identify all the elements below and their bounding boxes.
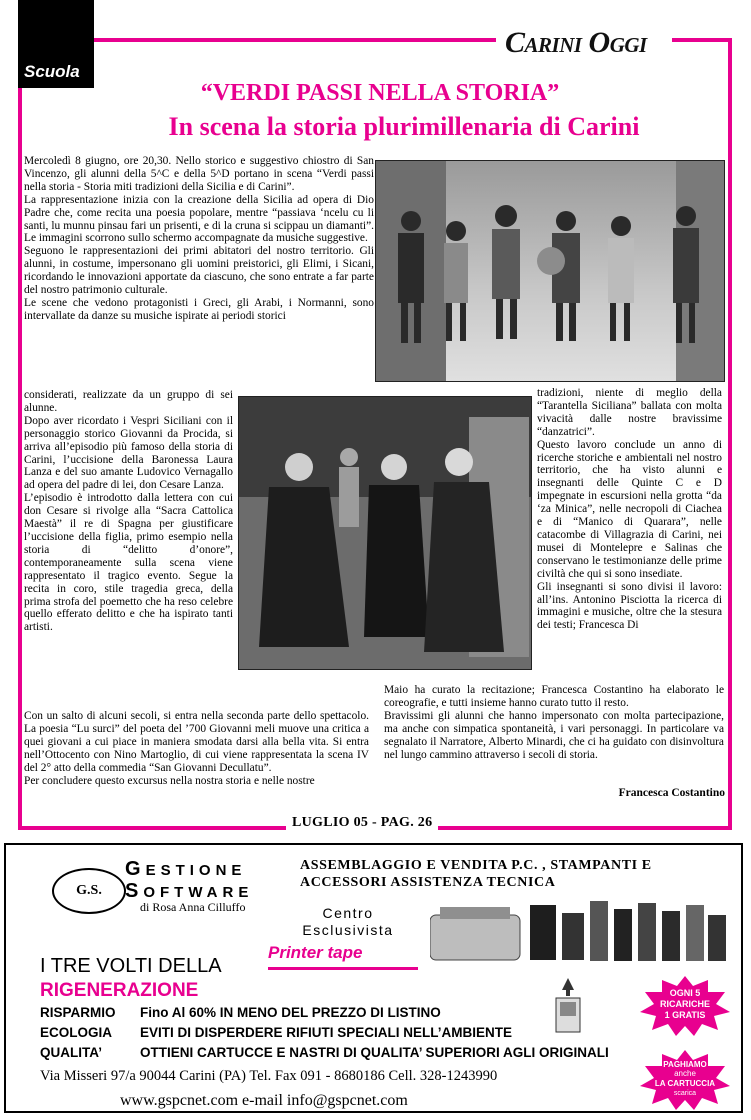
paragraph: L’episodio è introdotto dalla lettera con cui don Cesare si rivolge alla “Sacra Cattolica Maestà” il re di Spagna per giustificare l’uccisione della figlia, primo esempio nella storia di “delitto d’onore”, contemporaneamente sulla scena viene rappresentato il tragico evento. Segue la recita in coro, stile tragedia greca, della prima strofa del poemetto che ha reso celebre quello efferato delitto e che ha ispirato tanti artisti. (24, 492, 233, 634)
paragraph: tradizioni, niente di meglio della “Tarantella Siciliana” ballata con molta vivacità dalle nostre bravissime “danzatrici”. (537, 387, 722, 438)
printer-tape-logo: Printer tape (268, 943, 418, 970)
claim-value: OTTIENI CARTUCCE E NASTRI DI QUALITA’ SUPERIORI AGLI ORIGINALI (140, 1045, 609, 1060)
article-column-bottom (24, 710, 369, 787)
burst2-line: PAGHIAMO (663, 1060, 707, 1069)
paragraph: Gli insegnanti si sono divisi il lavoro: all’ins. Antonino Pisciotta la ricerca di immagini e musiche, oltre che la stesura dei testi; Francesca Di (537, 580, 722, 632)
printer-cartridges-image (430, 895, 730, 970)
promo-burst-cartridge (640, 1050, 730, 1110)
burst2-line: anche (674, 1069, 696, 1078)
paragraph: Questo lavoro conclude un anno di ricerche storiche e ambientali nel nostro territorio, che ha visto alunni e insegnanti delle Quinte C e D impegnate in escursioni nella grotta “da ‘za Minica”, nelle necropoli di Ciachea e di “Manico di Quarara”, nelle catacombe di Villagrazia di Carini, nei musei di Montelepre e Salinas che conservano le testimonianze delle prime civiltà che qui si sono insediate. (537, 438, 722, 580)
frame-top-rule-right (672, 38, 732, 42)
article-column-top (24, 155, 374, 323)
subheadline: In scena la storia plurimillenaria di Carini (168, 112, 640, 141)
paragraph: Per concludere questo excursus nella nostra storia e nelle nostre (24, 774, 315, 787)
frame-top-rule (94, 38, 496, 42)
tagline-highlight: RIGENERAZIONE (40, 980, 199, 1001)
photo-costumed-students-row (375, 160, 725, 382)
paragraph: Con un salto di alcuni secoli, si entra nella seconda parte dello spettacolo. La poesia “Lu surci” del poeta del ’700 Giovanni meli muove una critica a quei giovani a cui piace in maniera smodata darsi alla bella vita. Si entra nell’Ottocento con Nino Martoglio, di cui viene rappresentata la scena IV del 2° atto della commedia “San Giovanni Decullatu”. (24, 710, 369, 774)
ad-address: Via Misseri 97/a 90044 Carini (PA) Tel. Fax 091 - 8680186 Cell. 328-1243990 (40, 1068, 498, 1084)
promo-burst-refills (640, 976, 730, 1036)
burst1-line: RICARICHE (659, 999, 711, 1009)
company-owner: di Rosa Anna Cilluffo (140, 900, 246, 914)
claim-key: ECOLOGIA (40, 1025, 113, 1040)
claim-value: Fino Al 60% IN MENO DEL PREZZO DI LISTINO (140, 1005, 441, 1020)
paragraph: Le scene che vedono protagonisti i Greci, gli Arabi, i Normanni, sono intervallate da danze su musiche ispirate ai periodi storici (24, 296, 374, 322)
article-column-left (24, 389, 233, 634)
frame-left-rule (18, 88, 22, 828)
gs-logo-badge: G.S. (52, 868, 126, 914)
claim-key: RISPARMIO (40, 1005, 116, 1020)
paragraph: Mercoledì 8 giugno, ore 20,30. Nello storico e suggestivo chiostro di San Vincenzo, gli alunni della 5^C e della 5^D portano in scena “Verdi passi nella storia - Storia miti tradizioni della Sicilia e di Carini”. (24, 155, 374, 193)
burst2-line: scarica (673, 1090, 697, 1097)
frame-right-rule (728, 38, 732, 828)
ad-web-contact[interactable]: www.gspcnet.com e-mail info@gspcnet.com (120, 1092, 408, 1109)
centro-line2: Esclusivista (302, 922, 394, 938)
masthead: Carini Oggi (505, 26, 647, 59)
centro-line1: Centro (322, 905, 374, 921)
paragraph: Dopo aver ricordato i Vespri Siciliani con il personaggio storico Giovanni da Procida, si arriva all’episodio più famoso della storia di Carini, l’uccisione della Baronessa Laura Lanza e del suo amante Ludovico Vernagallo ad opera del padre di lei, don Cesare Lanza. (24, 414, 233, 492)
issue-page-footer: LUGLIO 05 - PAG. 26 (286, 815, 438, 831)
paragraph: Seguono le rappresentazioni dei primi abitatori del nostro territorio. Gli alunni, in costume, impersonano gli uomini preistorici, gli Elimi, i Sicani, ricordando le innovazioni apportate da ciascuno, che sono entrate a far parte del nostro patrimonio culturale. (24, 245, 374, 297)
author-signature: Francesca Costantino (618, 787, 725, 799)
paragraph: Bravissimi gli alunni che hanno impersonato con molta partecipazione, ma anche con simpatica spontaneità, i vari personaggi. In particolare va segnalato il Narratore, Alberto Minardi, che ci ha guidato con disinvoltura nel lungo cammino attraverso i secoli di storia. (384, 709, 724, 761)
article-column-right (537, 387, 722, 632)
exclusive-center-label (278, 905, 418, 939)
paragraph: considerati, realizzate da un gruppo di sei alunne. (24, 389, 233, 414)
section-label: Scuola (24, 62, 80, 81)
claim-key: QUALITA’ (40, 1045, 102, 1060)
article-column-right-bottom (384, 684, 724, 761)
ad-services: ASSEMBLAGGIO E VENDITA P.C. , STAMPANTI E ACCESSORI ASSISTENZA TECNICA (300, 858, 652, 890)
refill-cartridge-icon (548, 976, 588, 1036)
paragraph: Maio ha curato la recitazione; Francesca Costantino ha elaborato le coreografie, e tutti insieme hanno curato tutto il resto. (384, 684, 724, 709)
company-name-line2: SOFTWARE (125, 880, 254, 902)
company-name-line1: GESTIONE (125, 858, 247, 880)
burst2-line: LA CARTUCCIA (654, 1079, 716, 1088)
claim-value: EVITI DI DISPERDERE RIFIUTI SPECIALI NELL’AMBIENTE (140, 1025, 513, 1040)
tagline: I TRE VOLTI DELLA (40, 955, 222, 977)
headline: “VERDI PASSI NELLA STORIA” (200, 80, 560, 106)
burst1-line: 1 GRATIS (664, 1010, 706, 1020)
photo-students-in-cloaks (238, 396, 532, 670)
paragraph: La rappresentazione inizia con la creazione della Sicilia ad opera di Dio Padre che, come recita una poesia popolare, mentre “passiava ‘ncelu cu li santi, lu munnu pinsau fari un prisenti, e di la cruna si scippau un diamanti”. Le immagini scorrono sullo schermo accompagnate da musiche suggestive. (24, 193, 374, 245)
burst1-line: OGNI 5 (669, 988, 701, 998)
